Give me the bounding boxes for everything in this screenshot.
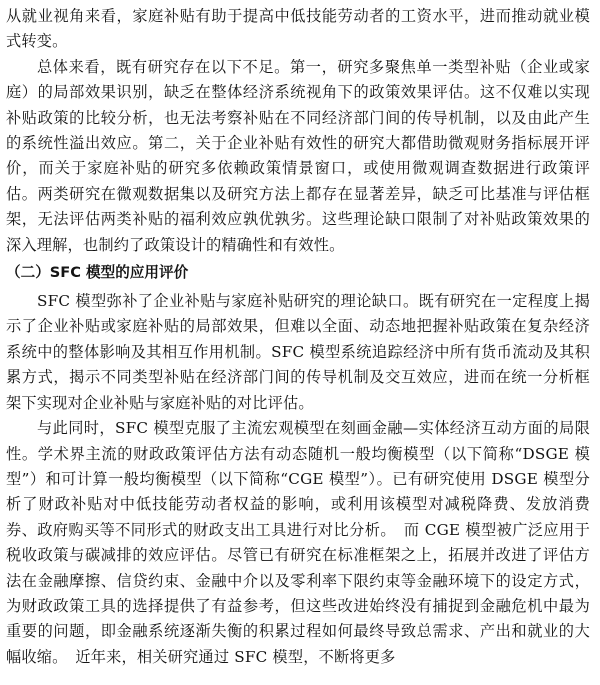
paragraph-employment-view: 从就业视角来看，家庭补贴有助于提高中低技能劳动者的工资水平，进而推动就业模式转变。 bbox=[6, 7, 590, 51]
paragraph-sfc-overcomes-limits: 与此同时，SFC 模型克服了主流宏观模型在刻画金融—实体经济互动方面的局限性。学术界主流的财政政策评估方法有动态随机一般均衡模型（以下简称“DSGE 模型”）和可计算一般均衡模型（以下简称“CGE 模型”）。已有研究使用 DSGE 模型分析了财政补贴对中低技能劳动者权益的影响，或利用该模型对减税降费、发放消费券、政府购买等不同形式的财政支出工具进行对比分析。 而 CGE 模型被广泛应用于税收政策与碳减排的效应评估。尽管已有研究在标准框架之上，拓展并改进了评估方法在金融摩擦、信贷约束、金融中介以及零利率下限约束等金融环境下的设定方式，为财政政策工具的选择提供了有益参考，但这些改进始终没有捕捉到金融危机中最为重要的问题，即金融系统逐渐失衡的积累过程如何最终导致总需求、产出和就业的大幅收缩。 近年来，相关研究通过 SFC 模型，不断将更多 bbox=[6, 419, 590, 666]
paragraph-sfc-fills-gap: SFC 模型弥补了企业补贴与家庭补贴研究的理论缺口。既有研究在一定程度上揭示了企业补贴或家庭补贴的局部效果，但难以全面、动态地把握补贴政策在复杂经济系统中的整体影响及其相互作用机制。SFC 模型系统追踪经济中所有货币流动及其积累方式，揭示不同类型补贴在经济部门间的传导机制及交互效应，进而在统一分析框架下实现对企业补贴与家庭补贴的对比评估。 bbox=[6, 292, 590, 412]
paragraph-research-shortcomings: 总体来看，既有研究存在以下不足。第一，研究多聚焦单一类型补贴（企业或家庭）的局部效果识别，缺乏在整体经济系统视角下的政策效果评估。这不仅难以实现补贴政策的比较分析，也无法考察补贴在不同经济部门间的传导机制，以及由此产生的系统性溢出效应。第二，关于企业补贴有效性的研究大都借助微观财务指标展开评价，而关于家庭补贴的研究多依赖政策情景窗口，或使用微观调查数据进行政策评估。两类研究在微观数据集以及研究方法上都存在显著差异，缺乏可比基准与评估框架，无法评估两类补贴的福利效应孰优孰劣。这些理论缺口限制了对补贴政策效果的深入理解，也制约了政策设计的精确性和有效性。 bbox=[6, 57, 590, 254]
section-heading: （二）SFC 模型的应用评价 bbox=[6, 264, 189, 282]
